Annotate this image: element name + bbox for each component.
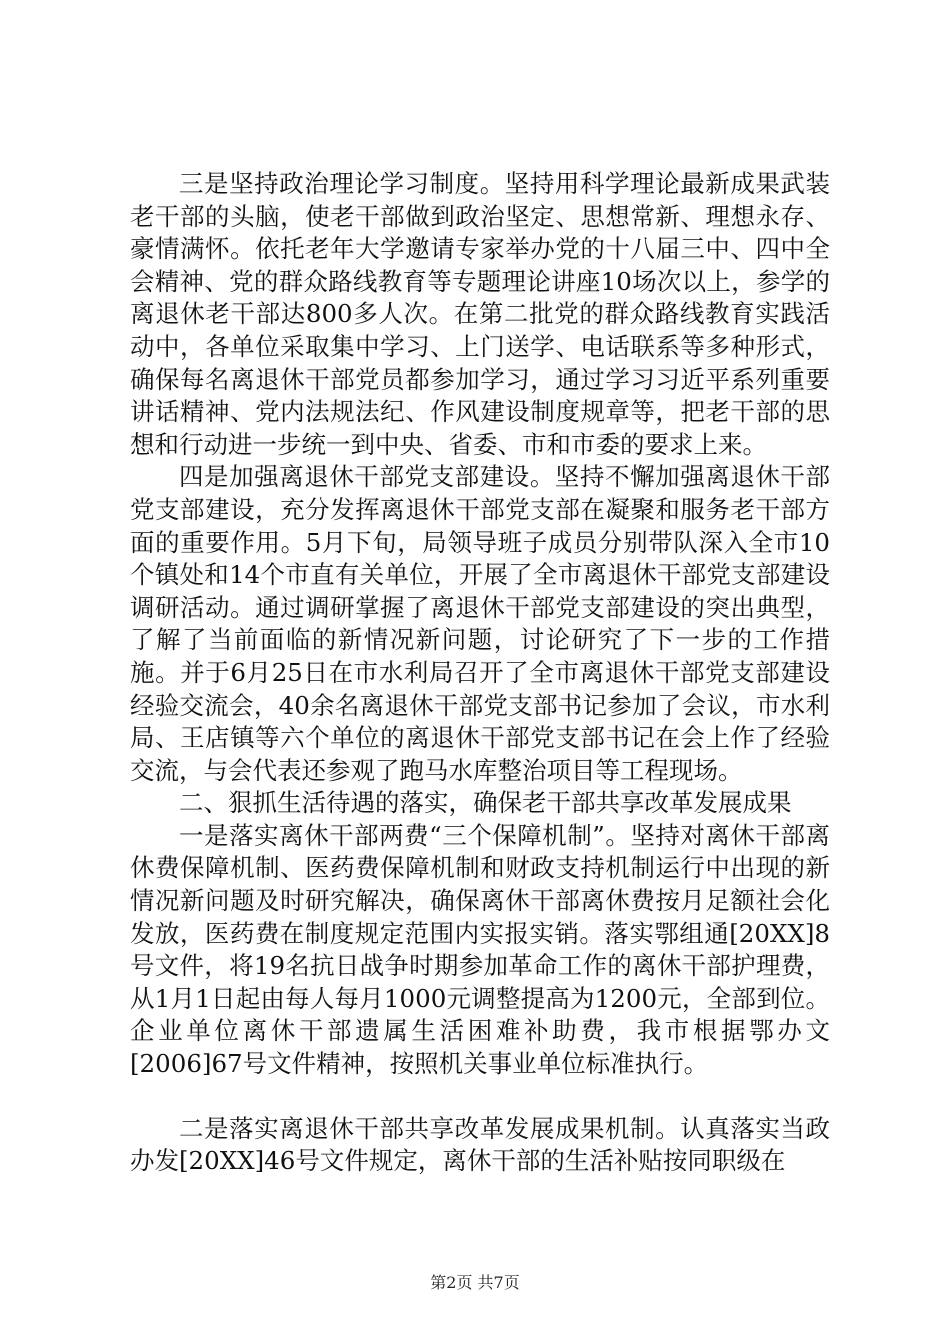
paragraph-two-fees: 一是落实离休干部两费“三个保障机制”。坚持对离休干部离休费保障机制、医药费保障机制和财政支持机制运行中出现的新情况新问题及时研究解决，确保离休干部离休费按月足额社会化发放，医药费在制度规定范围内实报实销。落实鄂组通[20XX]8号文件，将19名抗日战争时期参加革命工作的离休干部护理费，从1月1日起由每人每月1000元调整提高为1200元，全部到位。企业单位离休干部遗属生活困难补助费，我市根据鄂办文[2006]67号文件精神，按照机关事业单位标准执行。	[130, 820, 830, 1079]
paragraph-shared-achievements: 二是落实离退休干部共享改革发展成果机制。认真落实当政办发[20XX]46号文件规定，离休干部的生活补贴按同职级在	[130, 1113, 830, 1176]
document-body	[130, 168, 830, 1178]
section-heading-living-treatment: 二、狠抓生活待遇的落实，确保老干部共享改革发展成果	[179, 788, 792, 818]
paragraph-political-study: 三是坚持政治理论学习制度。坚持用科学理论最新成果武装老干部的头脑，使老干部做到政治坚定、思想常新、理想永存、豪情满怀。依托老年大学邀请专家举办党的十八届三中、四中全会精神、党的群众路线教育等专题理论讲座10场次以上，参学的离退休老干部达800多人次。在第二批党的群众路线教育实践活动中，各单位采取集中学习、上门送学、电话联系等多种形式，确保每名离退休干部党员都参加学习，通过学习习近平系列重要讲话精神、党内法规法纪、作风建设制度规章等，把老干部的思想和行动进一步统一到中央、省委、市和市委的要求上来。	[130, 169, 830, 459]
paragraph-party-branch: 四是加强离退休干部党支部建设。坚持不懈加强离退休干部党支部建设，充分发挥离退休干部党支部在凝聚和服务老干部方面的重要作用。5月下旬，局领导班子成员分别带队深入全市10个镇处和14个市直有关单位，开展了全市离退休干部党支部建设调研活动。通过调研掌握了离退休干部党支部建设的突出典型，了解了当前面临的新情况新问题，讨论研究了下一步的工作措施。并于6月25日在市水利局召开了全市离退休干部党支部建设经验交流会，40余名离退休干部党支部书记参加了会议，市水利局、王店镇等六个单位的离退休干部党支部书记在会上作了经验交流，与会代表还参观了跑马水库整治项目等工程现场。	[130, 462, 830, 785]
page-footer: 第2页 共7页	[430, 1273, 520, 1292]
